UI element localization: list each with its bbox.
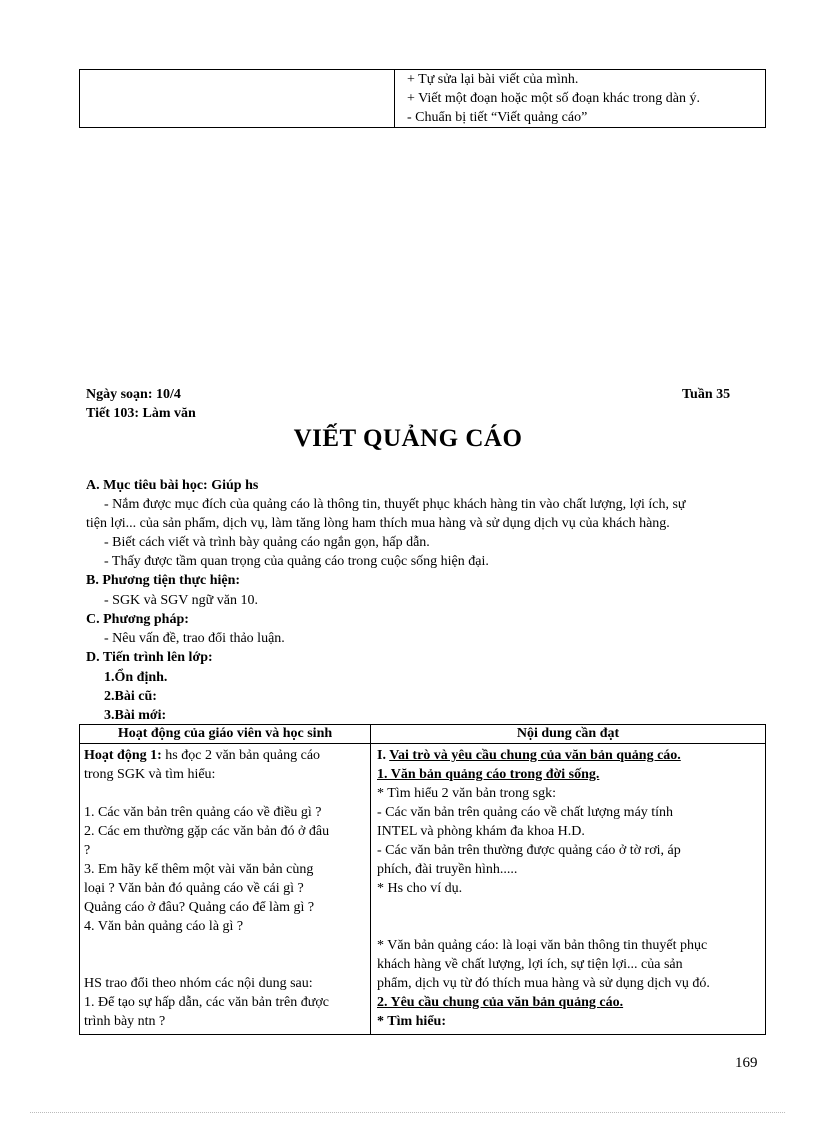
lesson-table xyxy=(79,724,766,1035)
section-i-prefix: I. xyxy=(377,748,386,763)
right-line-6: * Hs cho ví dụ. xyxy=(377,881,463,896)
lesson-label: Tiết 103: Làm văn xyxy=(86,406,196,421)
section-d-item-1: 1.Ổn định. xyxy=(104,670,168,685)
question-2a: 2. Các em thường gặp các văn bản đó ở đâu xyxy=(84,824,330,839)
footer-divider xyxy=(30,1112,785,1113)
page-number: 169 xyxy=(735,1055,758,1071)
question-4: 4. Văn bản quảng cáo là gì ? xyxy=(84,919,244,934)
top-line-2: + Viết một đoạn hoặc một số đoạn khác trong dàn ý. xyxy=(407,91,700,106)
right-line-1: * Tìm hiểu 2 văn bản trong sgk: xyxy=(377,786,556,801)
right-column-cell xyxy=(371,744,766,1035)
activity-1-text: hs đọc 2 văn bản quảng cáo xyxy=(161,748,321,763)
question-3c: Quảng cáo ở đâu? Quảng cáo để làm gì ? xyxy=(84,900,315,915)
section-a-line-3: - Biết cách viết và trình bày quảng cáo ngắn gọn, hấp dẫn. xyxy=(104,535,430,550)
question-3a: 3. Em hãy kể thêm một vài văn bản cùng xyxy=(84,862,314,877)
page-title: VIẾT QUẢNG CÁO xyxy=(293,425,523,452)
group-task-1b: trình bày ntn ? xyxy=(84,1014,166,1029)
left-line-2: trong SGK và tìm hiểu: xyxy=(84,767,216,782)
right-line-4: - Các văn bản trên thường được quảng cáo ở tờ rơi, áp xyxy=(377,843,681,858)
right-line-10: * Tìm hiểu: xyxy=(377,1014,446,1029)
top-line-3: - Chuẩn bị tiết “Viết quảng cáo” xyxy=(407,110,588,125)
left-column-cell xyxy=(80,744,371,1035)
section-b-heading: B. Phương tiện thực hiện: xyxy=(86,573,241,588)
section-a-line-4: - Thấy được tầm quan trọng của quảng cáo trong cuộc sống hiện đại. xyxy=(104,554,489,569)
question-3b: loại ? Văn bản đó quảng cáo về cái gì ? xyxy=(84,881,304,896)
group-task-intro: HS trao đổi theo nhóm các nội dung sau: xyxy=(84,976,313,991)
group-task-1a: 1. Để tạo sự hấp dẫn, các văn bản trên được xyxy=(84,995,329,1010)
section-a-line-1: - Nắm được mục đích của quảng cáo là thông tin, thuyết phục khách hàng tin vào chất lượng, lợi ích, sự xyxy=(104,497,686,512)
top-line-1: + Tự sửa lại bài viết của mình. xyxy=(407,72,579,87)
top-table xyxy=(79,69,766,128)
section-a-heading: A. Mục tiêu bài học: Giúp hs xyxy=(86,478,259,493)
section-b-line-1: - SGK và SGV ngữ văn 10. xyxy=(104,593,258,608)
section-a-line-2: tiện lợi... của sản phẩm, dịch vụ, làm tăng lòng ham thích mua hàng và sử dụng dịch vụ của khách hàng. xyxy=(86,516,670,531)
header-teacher-activities: Hoạt động của giáo viên và học sinh xyxy=(80,725,371,744)
section-i-heading: Vai trò và yêu cầu chung của văn bản quảng cáo. xyxy=(389,748,681,763)
right-line-8: khách hàng về chất lượng, lợi ích, sự tiện lợi... của sản xyxy=(377,957,683,972)
right-line-2: - Các văn bản trên quảng cáo về chất lượng máy tính xyxy=(377,805,674,820)
section-c-heading: C. Phương pháp: xyxy=(86,612,189,627)
top-table-right-cell xyxy=(395,70,766,128)
top-table-left-cell xyxy=(80,70,395,128)
section-d-item-2: 2.Bài cũ: xyxy=(104,689,157,704)
section-d-heading: D. Tiến trình lên lớp: xyxy=(86,650,213,665)
activity-1-label: Hoạt động 1: xyxy=(84,748,162,763)
week-label: Tuần 35 xyxy=(682,387,731,402)
date-label: Ngày soạn: 10/4 xyxy=(86,387,181,402)
section-c-line-1: - Nêu vấn đề, trao đổi thảo luận. xyxy=(104,631,285,646)
right-line-7: * Văn bản quảng cáo: là loại văn bản thông tin thuyết phục xyxy=(377,938,708,953)
subsection-2-heading: 2. Yêu cầu chung của văn bản quảng cáo. xyxy=(377,995,624,1010)
header-content: Nội dung cần đạt xyxy=(371,725,766,744)
subsection-1-heading: 1. Văn bản quảng cáo trong đời sống. xyxy=(377,767,600,782)
right-line-5: phích, đài truyền hình..... xyxy=(377,862,518,877)
section-d-item-3: 3.Bài mới: xyxy=(104,708,167,723)
right-line-3: INTEL và phòng khám đa khoa H.D. xyxy=(377,824,585,839)
right-line-9: phẩm, dịch vụ từ đó thích mua hàng và sử dụng dịch vụ đó. xyxy=(377,976,710,991)
question-1: 1. Các văn bản trên quảng cáo về điều gì ? xyxy=(84,805,322,820)
question-2b: ? xyxy=(84,843,91,858)
